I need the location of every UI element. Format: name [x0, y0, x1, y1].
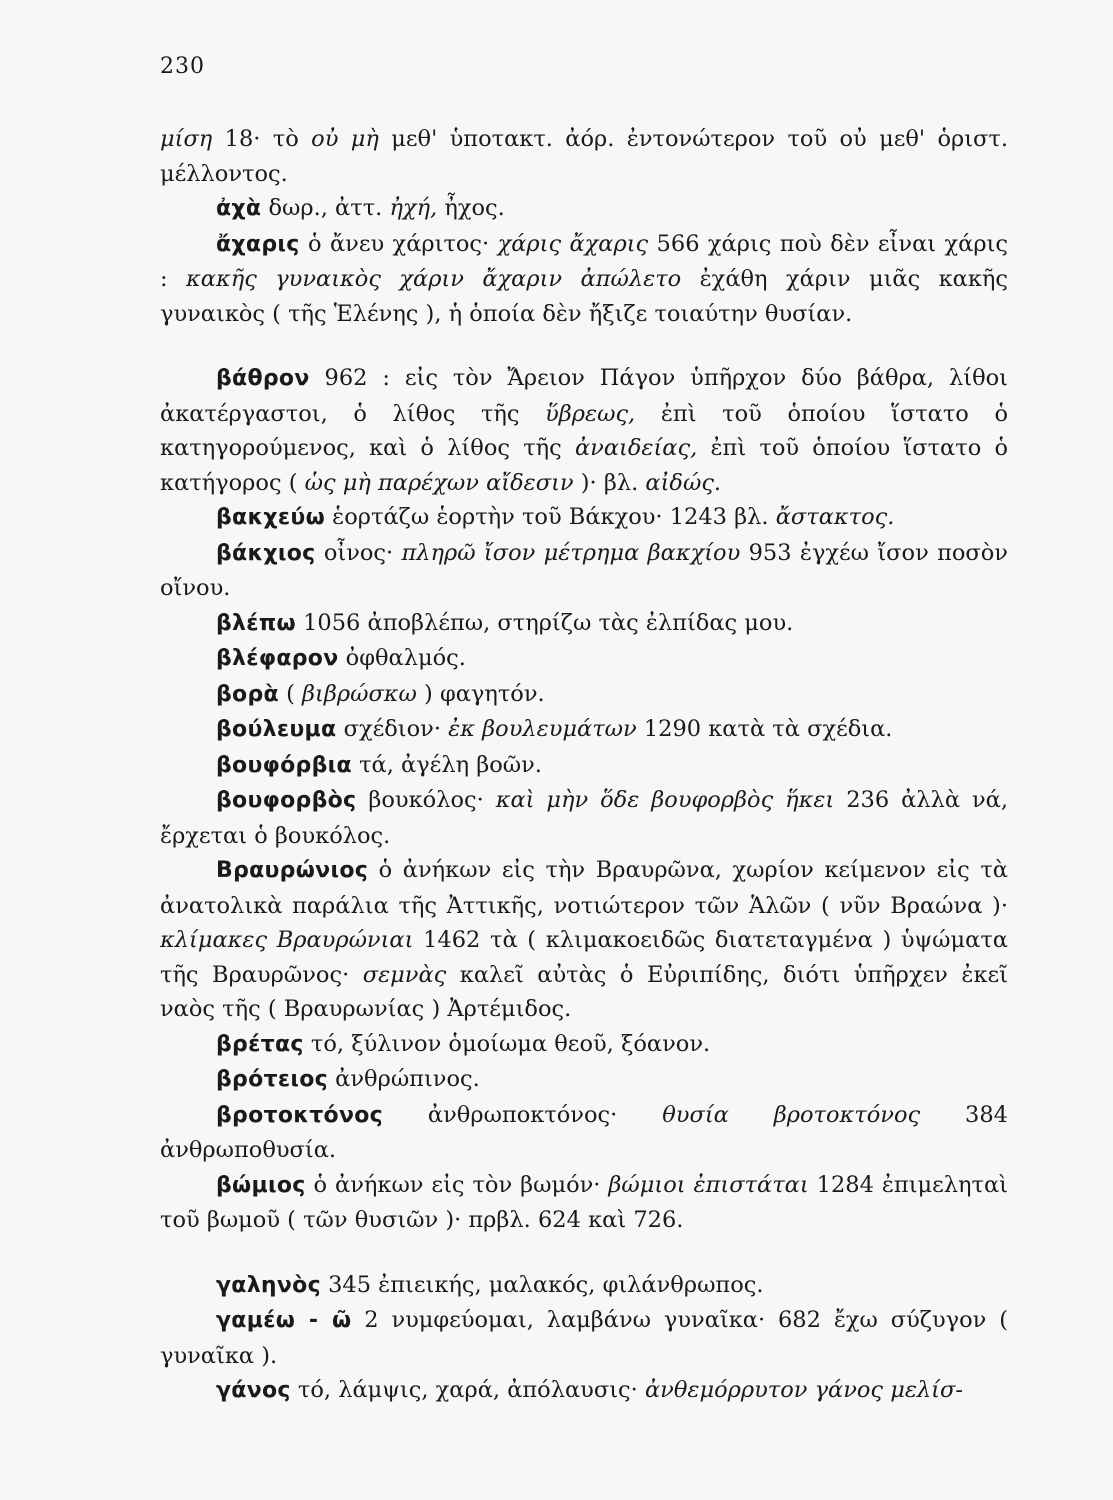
entry-text: ) φαγητόν. [416, 680, 545, 707]
glossary-entry [160, 1303, 1008, 1373]
entry-headword: Βραυρώνιος [216, 858, 369, 883]
entry-text: 566 χάρις ποὺ δὲν εἶναι χάρις : [160, 230, 1008, 292]
glossary-entry [160, 361, 1008, 500]
quoted-phrase: βιβρώσκω [302, 680, 417, 707]
page-number: 230 [160, 54, 205, 79]
entry-text: 953 ἐγχέω ἴσον ποσὸν οἴνου. [160, 539, 1008, 601]
quoted-phrase: μίση [160, 126, 213, 152]
section-gap [160, 331, 1008, 361]
entry-text: σχέδιον· [336, 716, 449, 742]
section-gap [160, 1238, 1008, 1268]
glossary-entry [160, 712, 1008, 748]
quoted-phrase: θυσία βροτοκτόνος [662, 1101, 921, 1128]
entry-text: ἦχος. [437, 195, 505, 221]
entry-text: ἀνθρώπινος. [328, 1066, 480, 1092]
glossary-entry [160, 748, 1008, 784]
quoted-phrase: ὕβρεως, [545, 400, 636, 427]
entry-text: ὁ ἄνευ χάριτος· [299, 230, 498, 257]
entry-headword: βούλευμα [216, 717, 337, 742]
glossary-entry [160, 783, 1008, 853]
quoted-phrase: κακῆς γυναικὸς χάριν ἄχαριν ἀπώλετο [186, 266, 682, 292]
entry-headword: βλέφαρον [216, 646, 339, 671]
entry-text: ἐπὶ τοῦ ὁποίου ἵστατο ὁ κατηγορούμενος, καὶ ὁ λίθος τῆς [160, 400, 1009, 461]
entry-text: τό, λάμψις, χαρά, ἀπόλαυσις· [290, 1377, 645, 1403]
entry-headword: βροτοκτόνος [216, 1102, 383, 1128]
entry-text: ἀνθρωποκτόνος· [383, 1101, 663, 1128]
quoted-phrase: κλίμακες Βραυρώνιαι [160, 927, 414, 953]
entry-text: τά, ἀγέλη βοῶν. [351, 751, 542, 778]
quoted-phrase: βώμιοι ἐπιστάται [608, 1171, 809, 1198]
entry-text: 345 ἐπιεικής, μαλακός, φιλάνθρωπος. [320, 1271, 764, 1298]
glossary-entry [160, 536, 1008, 606]
entry-text: 1290 κατὰ τὰ σχέδια. [636, 716, 893, 742]
entry-headword: βάκχιος [216, 540, 316, 566]
entry-headword: βρέτας [216, 1031, 304, 1057]
entry-text: ὁ ἀνήκων εἰς τὴν Βραυρῶνα, χωρίον κείμενον εἰς τὰ ἀνατολικὰ παράλια τῆς Ἀττικῆς, νοτιώτερον τῶν Ἁλῶν ( νῦν Βραώνα )· [160, 857, 1008, 919]
entry-headword: βάθρον [216, 366, 310, 391]
glossary-entry [160, 677, 1008, 713]
quoted-phrase: ἀνθεμόρρυτον γάνος μελίσ- [644, 1377, 963, 1403]
quoted-phrase: πληρῶ ἴσον μέτρημα βακχίου [401, 539, 741, 566]
entry-text: ἑορτάζω ἑορτὴν τοῦ Βάκχου· 1243 βλ. [325, 504, 776, 530]
entry-text: 236 ἀλλὰ νά, ἔρχεται ὁ βουκόλος. [160, 787, 1008, 849]
glossary-entry [160, 641, 1008, 677]
glossary-entry [160, 1027, 1008, 1063]
entry-headword: βρότειος [216, 1067, 329, 1092]
glossary-text [160, 122, 1008, 1409]
glossary-entry [160, 122, 1008, 191]
glossary-entry [160, 1098, 1008, 1168]
entry-text: ἐπὶ τοῦ ὁποίου ἵστατο ὁ κατήγορος ( [160, 435, 1009, 496]
glossary-entry [160, 1268, 1008, 1304]
entry-text: καλεῖ αὐτὰς ὁ Εὐριπίδης, διότι ὑπῆρχεν ἐκεῖ ναὸς τῆς ( Βραυρωνίας ) Ἀρτέμιδος. [160, 961, 1008, 1022]
glossary-entry [160, 191, 1008, 227]
entry-text: 18· τὸ [212, 126, 312, 152]
entry-headword: βώμιος [216, 1172, 306, 1198]
entry-headword: γαληνὸς [216, 1272, 321, 1298]
entry-headword: γάνος [216, 1378, 291, 1403]
entry-text: 1462 τὰ ( κλιμακοειδῶς διατεταγμένα ) ὑψώματα τῆς Βραυρῶνος· [160, 927, 1008, 988]
quoted-phrase: οὐ μὴ [311, 126, 379, 152]
glossary-entry [160, 1373, 1008, 1409]
entry-text: ἐχάθη χάριν μιᾶς κακῆς γυναικὸς ( τῆς Ἑλένης ), ἡ ὁποία δὲν ἤξιζε τοιαύτην θυσίαν. [160, 266, 1009, 327]
entry-text: 2 νυμφεύομαι, λαμβάνω γυναῖκα· 682 ἔχω σύζυγον ( γυναῖκα ). [160, 1307, 1008, 1369]
quoted-phrase: χάρις ἄχαρις [497, 230, 649, 257]
entry-text: οἶνος· [315, 539, 402, 566]
entry-text: 384 ἀνθρωποθυσία. [160, 1101, 1008, 1163]
entry-text: 962 : εἰς τὸν Ἄρειον Πάγον ὑπῆρχον δύο βάθρα, λίθοι ἀκατέργαστοι, ὁ λίθος τῆς [160, 365, 1008, 427]
entry-text: 1056 ἀποβλέπω, στηρίζω τὰς ἐλπίδας μου. [295, 609, 794, 636]
entry-text: βουκόλος· [356, 787, 496, 813]
entry-text: )· βλ. [573, 469, 646, 496]
quoted-phrase: ἀναιδείας, [574, 435, 698, 461]
glossary-entry [160, 853, 1008, 1027]
quoted-phrase: ἠχή, [389, 195, 438, 221]
entry-text: ( [278, 680, 303, 707]
entry-headword: ἀχὰ [216, 196, 262, 221]
glossary-entry [160, 606, 1008, 642]
quoted-phrase: ἐκ βουλευμάτων [448, 716, 637, 742]
glossary-entry [160, 227, 1008, 332]
entry-headword: βουφόρβια [216, 752, 352, 778]
glossary-entry [160, 500, 1008, 536]
entry-headword: βλέπω [216, 610, 296, 636]
glossary-entry [160, 1062, 1008, 1098]
glossary-entry [160, 1168, 1008, 1238]
entry-text: δωρ., ἀττ. [261, 195, 390, 221]
entry-text: ὀφθαλμός. [338, 645, 466, 671]
entry-text: ὁ ἀνήκων εἰς τὸν βωμόν· [305, 1171, 609, 1198]
entry-headword: βουφορβὸς [216, 788, 357, 813]
quoted-phrase: σεμνὰς [362, 961, 447, 988]
quoted-phrase: καὶ μὴν ὅδε βουφορβὸς ἥκει [495, 787, 835, 813]
entry-headword: γαμέω - ῶ [216, 1308, 352, 1333]
entry-text: 1284 ἐπιμεληταὶ τοῦ βωμοῦ ( τῶν θυσιῶν )· πρβλ. 624 καὶ 726. [160, 1171, 1009, 1233]
quoted-phrase: αἰδώς. [645, 469, 722, 496]
quoted-phrase: ὡς μὴ παρέχων αἴδεσιν [304, 469, 574, 496]
entry-text: μεθ' ὑποτακτ. ἀόρ. ἐντονώτερον τοῦ οὐ μεθ' ὁριστ. μέλλοντος. [160, 126, 1009, 187]
entry-headword: βορὰ [216, 681, 279, 707]
entry-text: τό, ξύλινον ὁμοίωμα θεοῦ, ξόανον. [303, 1030, 711, 1057]
quoted-phrase: ἄστακτος. [775, 504, 895, 530]
entry-headword: βακχεύω [216, 505, 326, 530]
entry-headword: ἄχαρις [216, 231, 300, 257]
